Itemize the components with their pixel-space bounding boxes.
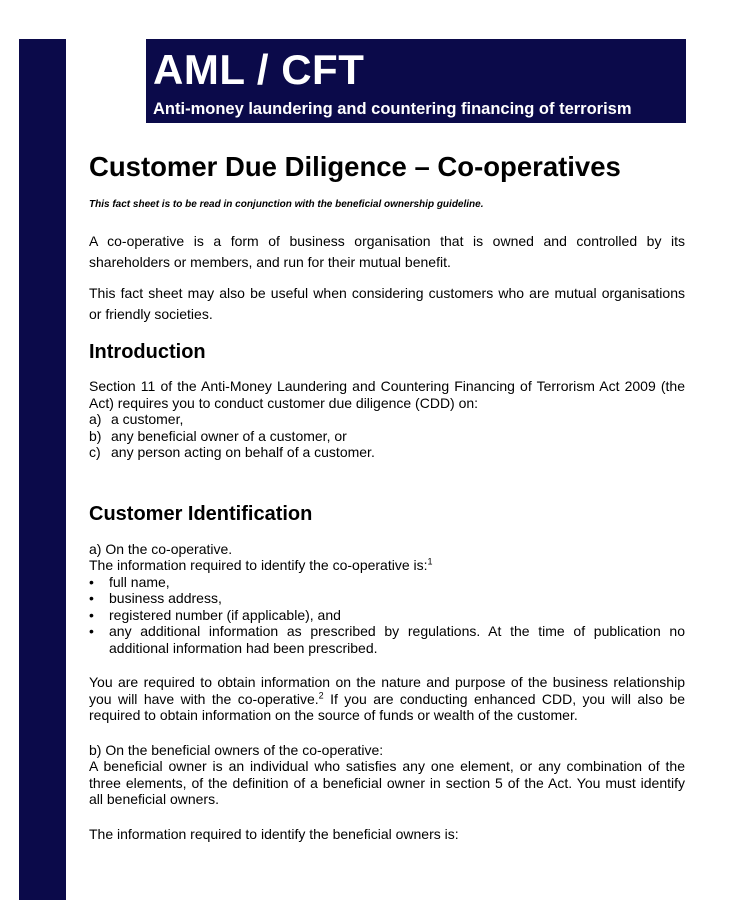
list-item: • full name, bbox=[89, 573, 170, 590]
banner-subtitle: Anti-money laundering and countering financing of terrorism bbox=[153, 100, 632, 118]
introduction-heading: Introduction bbox=[89, 341, 206, 363]
subsection-a-lead: The information required to identify the co-operative is:$^1$ bbox=[89, 556, 433, 573]
customer-identification-heading: Customer Identification bbox=[89, 502, 313, 525]
banner-title: AML / CFT bbox=[153, 46, 365, 93]
subsection-b-label: b) On the beneficial owners of the co-operative: bbox=[89, 741, 384, 758]
co-operative-info-list bbox=[89, 574, 685, 657]
subsection-a-label: a) On the co-operative. bbox=[89, 540, 233, 557]
document-body bbox=[89, 150, 685, 842]
introduction-paragraph: Section 11 of the Anti-Money Laundering and Countering Financing of Terrorism Act 2009 (the Act) requires you to conduct customer due diligence (CDD) on: bbox=[89, 378, 685, 411]
left-accent-bar bbox=[19, 39, 66, 900]
footnote-ref: 1 bbox=[427, 556, 433, 567]
cdd-subject-list bbox=[89, 411, 685, 461]
nature-purpose-paragraph: You are required to obtain information on the nature and purpose of the business relationship you will have with the co-operative.$^2$ If you are conducting enhanced CDD, you will also be required to obtain information on the source of funds or wealth of the customer. bbox=[89, 674, 685, 723]
list-item: • business address, bbox=[89, 590, 222, 606]
document-title: Customer Due Diligence – Co-operatives bbox=[89, 151, 621, 182]
intro-paragraph-1: A co-operative is a form of business organisation that is owned and controlled by its shareholders or members, and run for their mutual benefit. bbox=[89, 233, 685, 270]
list-item: a) a customer, bbox=[89, 411, 184, 427]
aml-cft-banner bbox=[146, 39, 686, 123]
footnote-ref: 2 bbox=[318, 689, 324, 700]
subsection-b-lead: The information required to identify the beneficial owners is: bbox=[89, 825, 459, 842]
intro-paragraph-2: This fact sheet may also be useful when considering customers who are mutual organisations or friendly societies. bbox=[89, 285, 685, 322]
list-item: • any additional information as prescribed by regulations. At the time of publication no additional information had been prescribed. bbox=[89, 623, 685, 656]
subsection-b-paragraph: A beneficial owner is an individual who satisfies any one element, or any combination of the three elements, of the definition of a beneficial owner in section 5 of the Act. You must identify all beneficial owners. bbox=[89, 758, 685, 807]
list-item: • registered number (if applicable), and bbox=[89, 606, 341, 623]
list-item: c) any person acting on behalf of a customer. bbox=[89, 444, 375, 460]
reading-note: This fact sheet is to be read in conjunction with the beneficial ownership guideline. bbox=[89, 199, 484, 210]
list-item: b) any beneficial owner of a customer, or bbox=[89, 427, 347, 444]
